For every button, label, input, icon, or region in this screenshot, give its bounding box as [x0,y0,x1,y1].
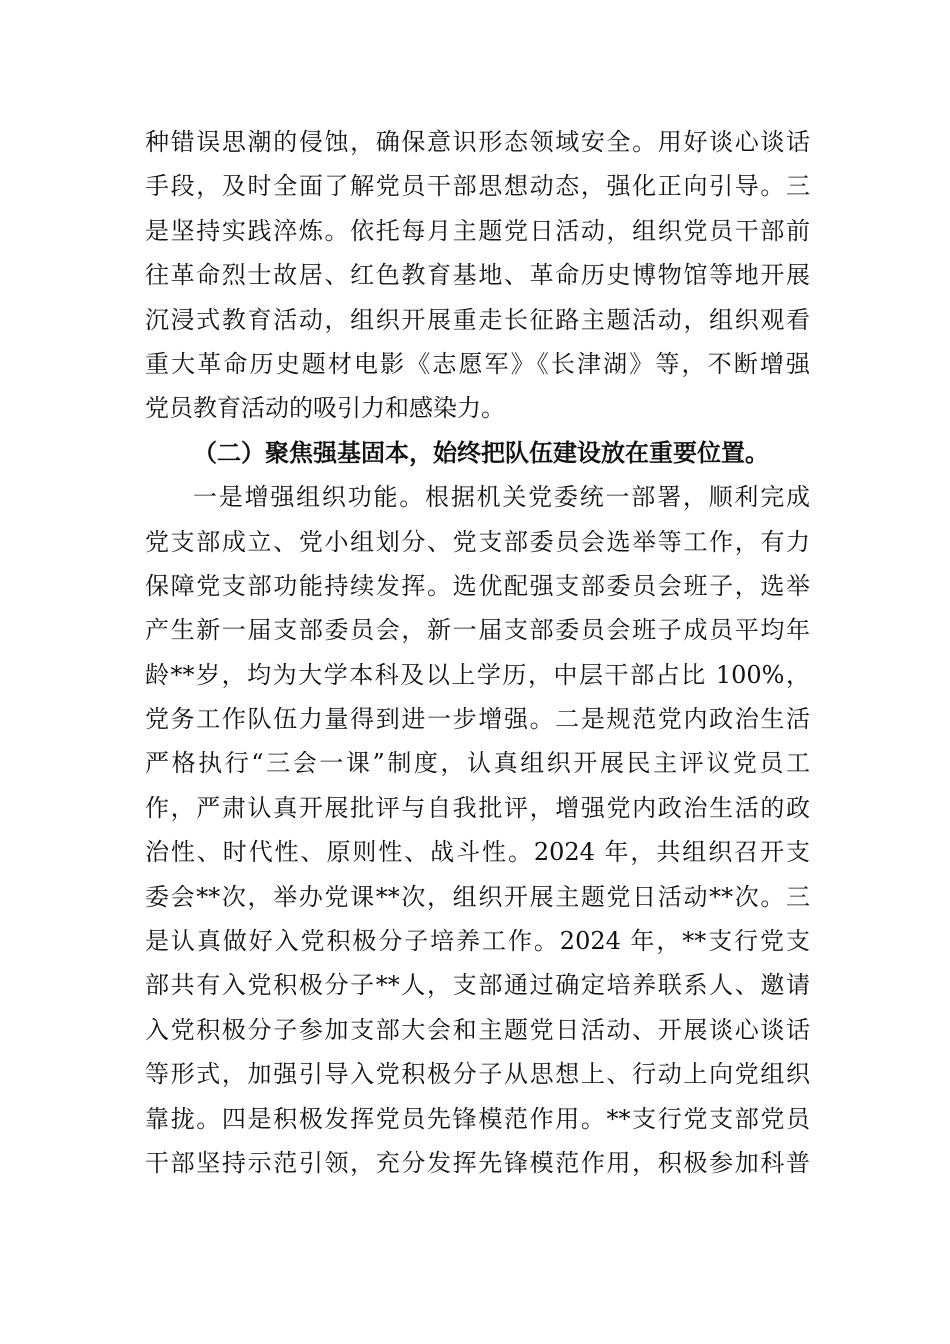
text-line: 入党积极分子参加支部大会和主题党日活动、开展谈心谈话 [145,1015,810,1044]
text-line: 等形式，加强引导入党积极分子从思想上、行动上向党组织 [145,1060,810,1089]
document-body [145,120,810,1185]
text-line: 严格执行“三会一课”制度，认真组织开展民主评议党员工 [145,749,810,778]
text-line: 党员教育活动的吸引力和感染力。 [145,394,505,423]
text-line: 种错误思潮的侵蚀，确保意识形态领域安全。用好谈心谈话 [145,128,810,156]
text-line: 保障党支部功能持续发挥。选优配强支部委员会班子，选举 [145,571,810,600]
text-line: 党务工作队伍力量得到进一步增强。二是规范党内政治生活 [145,705,810,734]
text-line: 治性、时代性、原则性、战斗性。2024 年，共组织召开支 [145,838,810,867]
text-line: 作，严肃认真开展批评与自我批评，增强党内政治生活的政 [145,793,810,822]
text-line: 手段，及时全面了解党员干部思想动态，强化正向引导。三 [145,172,810,201]
text-line: 产生新一届支部委员会，新一届支部委员会班子成员平均年 [145,616,810,645]
text-line: 干部坚持示范引领，充分发挥先锋模范作用，积极参加科普 [145,1148,810,1177]
text-line: 沉浸式教育活动，组织开展重走长征路主题活动，组织观看 [145,305,810,334]
text-line: 是坚持实践淬炼。依托每月主题党日活动，组织党员干部前 [145,216,810,245]
text-line: 委会**次，举办党课**次，组织开展主题党日活动**次。三 [145,882,810,911]
text-line: 一是增强组织功能。根据机关党委统一部署，顺利完成 [193,483,810,512]
text-line: 往革命烈士故居、红色教育基地、革命历史博物馆等地开展 [145,261,810,290]
text-line: 党支部成立、党小组划分、党支部委员会选举等工作，有力 [145,527,810,556]
text-line: 部共有入党积极分子**人，支部通过确定培养联系人、邀请 [145,971,810,1000]
section-heading: （二）聚焦强基固本，始终把队伍建设放在重要位置。 [193,437,769,467]
text-line: 龄**岁，均为大学本科及以上学历，中层干部占比 100%， [145,660,810,689]
text-line: 靠拢。四是积极发挥党员先锋模范作用。**支行党支部党员 [145,1104,810,1133]
text-line: 重大革命历史题材电影《志愿军》《长津湖》等，不断增强 [145,349,810,378]
text-line: 是认真做好入党积极分子培养工作。2024 年，**支行党支 [145,927,810,956]
